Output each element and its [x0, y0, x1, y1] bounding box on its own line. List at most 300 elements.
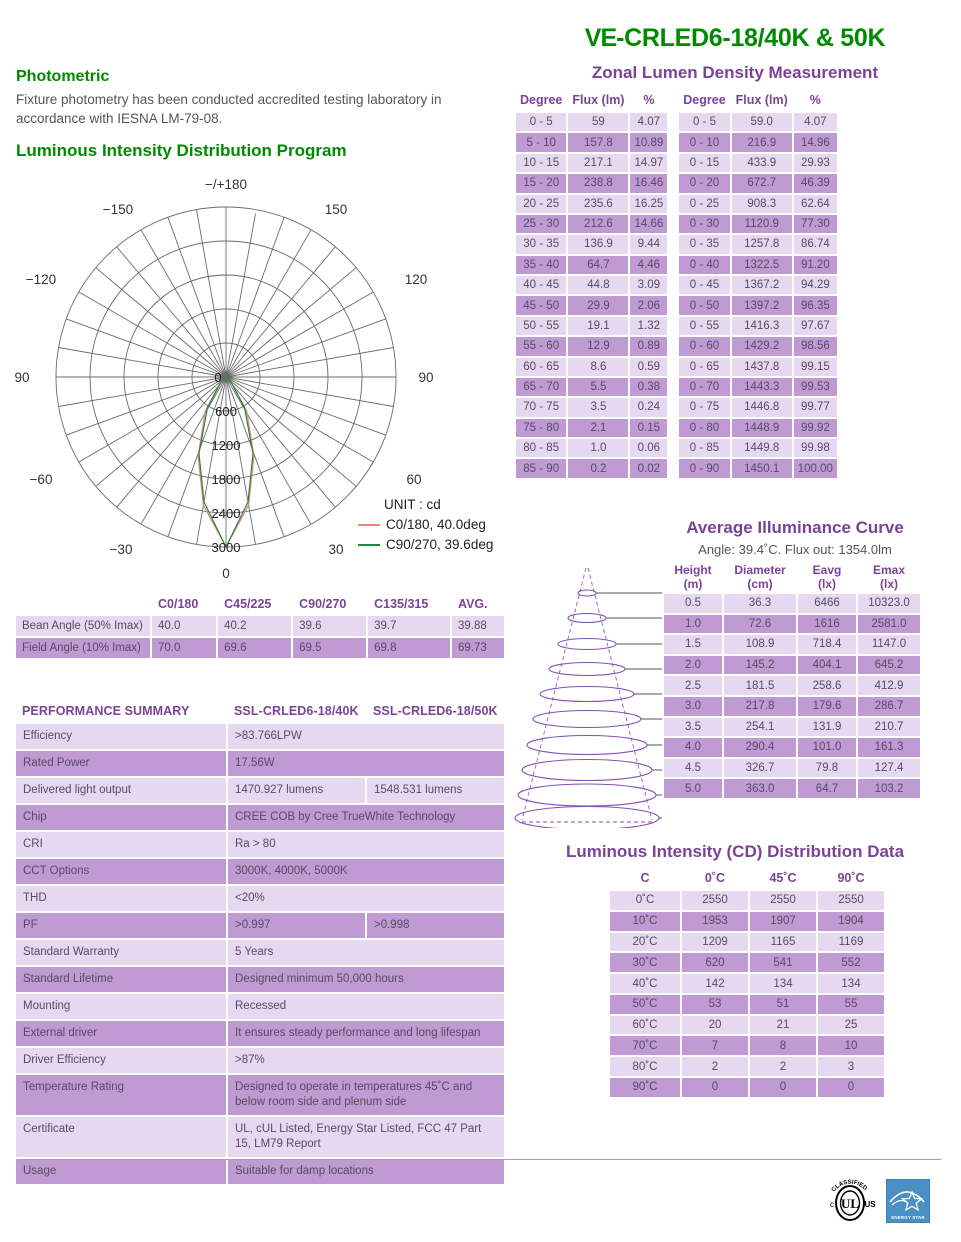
perf-row-0-value: >83.766LPW [235, 730, 302, 742]
cd-row-0-v0: 2550 [702, 894, 728, 907]
ul-c-text: c [830, 1200, 834, 1209]
cd-distribution-table [608, 866, 886, 1099]
zonal-row-7-gap [669, 256, 677, 274]
polar-label-neg30: −30 [109, 542, 133, 557]
illum-row-0-emax: 10323.0 [868, 597, 910, 610]
perf-row-7-value-40k: >0.997 [235, 919, 271, 931]
model-name: -CRLED6-18/40K & 50K [616, 24, 886, 52]
perf-row-1-key: Rated Power [23, 757, 90, 769]
legend-swatch-c0 [358, 524, 380, 526]
ul-classified-tspan: CLASSIFIED [830, 1179, 868, 1194]
zonal-row-5-pct-left: 14.66 [630, 215, 667, 233]
table-row [610, 974, 884, 993]
polar-center-label: 0 [214, 370, 222, 385]
perf-row-5-value: 3000K, 4000K, 5000K [235, 865, 348, 877]
table-row [16, 940, 504, 965]
zonal-row-0-degree-left: 0 - 5 [516, 113, 566, 131]
zonal-row-7-pct-left: 4.46 [630, 256, 667, 274]
zonal-row-10-flux-left: 19.1 [568, 317, 628, 335]
zonal-row-17-gap [669, 459, 677, 477]
zonal-row-16-flux-right: 1449.8 [732, 439, 792, 457]
table-row [516, 358, 837, 376]
zonal-row-10-pct-right: 97.67 [794, 317, 837, 335]
zonal-row-9-pct-left: 2.06 [630, 296, 667, 314]
zonal-row-3-pct-right: 46.39 [794, 174, 837, 192]
perf-row-11-value: It ensures steady performance and long lifespan [235, 1027, 481, 1039]
polar-ring-1800: 1800 [211, 472, 241, 487]
perf-col-0: PERFORMANCE SUMMARY [22, 704, 190, 718]
table-row [516, 276, 837, 294]
zonal-row-10-flux-right: 1416.3 [732, 317, 792, 335]
zonal-row-13-gap [669, 378, 677, 396]
illum-row-5-height: 3.0 [685, 700, 701, 713]
zonal-row-6-gap [669, 235, 677, 253]
zonal-row-6-degree-left: 30 - 35 [516, 235, 566, 253]
zonal-row-2-flux-left: 217.1 [568, 154, 628, 172]
table-row [516, 439, 837, 457]
zonal-row-1-flux-left: 157.8 [568, 133, 628, 151]
table-row [610, 933, 884, 952]
zonal-row-4-flux-left: 235.6 [568, 195, 628, 213]
zonal-row-16-degree-left: 80 - 85 [516, 439, 566, 457]
zonal-row-17-degree-right: 0 - 90 [679, 459, 729, 477]
polar-label-150: 150 [324, 202, 348, 217]
zonal-row-12-pct-right: 99.15 [794, 358, 837, 376]
perf-row-5-key: CCT Options [23, 865, 90, 877]
table-row [664, 635, 920, 654]
table-row [664, 738, 920, 757]
illum-row-9-eavg: 64.7 [815, 782, 839, 795]
table-row [516, 398, 837, 416]
perf-row-8-value: 5 Years [235, 946, 274, 958]
illum-col-eavg-l2: (lx) [818, 577, 836, 591]
zonal-row-3-flux-right: 672.7 [732, 174, 792, 192]
table-row [610, 1057, 884, 1076]
table-row [16, 1048, 504, 1073]
illum-col-diameter-l2: (cm) [747, 577, 773, 591]
ul-us-text: US [864, 1200, 876, 1209]
polar-label-neg150: −150 [102, 202, 134, 217]
brand-prefix: VE [584, 24, 617, 52]
cd-row-2-v45: 1165 [770, 935, 796, 948]
zonal-row-7-pct-right: 91.20 [794, 256, 837, 274]
table-row [610, 1078, 884, 1097]
table-row [516, 337, 837, 355]
zonal-row-13-degree-left: 65 - 70 [516, 378, 566, 396]
zonal-row-10-degree-right: 0 - 55 [679, 317, 729, 335]
illum-col-emax [858, 562, 920, 592]
table-row [664, 718, 920, 737]
perf-row-11-key: External driver [23, 1027, 98, 1039]
table-row [516, 154, 837, 172]
perf-row-6-value: <20% [235, 892, 265, 904]
zonal-row-2-gap [669, 154, 677, 172]
zonal-col-flux-1: Flux (lm) [572, 93, 625, 107]
zonal-row-16-pct-left: 0.06 [630, 439, 667, 457]
table-row [610, 995, 884, 1014]
zonal-lumen-heading: Zonal Lumen Density Measurement [591, 63, 879, 82]
zonal-row-9-degree-left: 45 - 50 [516, 296, 566, 314]
table-row [16, 805, 504, 830]
zonal-row-6-pct-left: 9.44 [630, 235, 667, 253]
zonal-row-7-degree-right: 0 - 40 [679, 256, 729, 274]
illum-row-4-diameter: 181.5 [745, 679, 775, 692]
zonal-row-2-degree-left: 10 - 15 [516, 154, 566, 172]
perf-row-7-value-50k: >0.998 [374, 919, 410, 931]
perf-row-15-key: Usage [23, 1165, 57, 1177]
illum-row-0-diameter: 36.3 [748, 597, 772, 610]
zonal-col-degree-1: Degree [520, 93, 563, 107]
illum-row-5-emax: 286.7 [874, 700, 904, 713]
zonal-row-1-degree-right: 0 - 10 [679, 133, 729, 151]
cd-row-7-v45: 8 [779, 1039, 787, 1052]
table-row [664, 779, 920, 798]
cd-row-4-v45: 134 [773, 977, 793, 990]
illum-row-6-height: 3.5 [685, 720, 701, 733]
illum-row-3-emax: 645.2 [874, 659, 904, 672]
table-row [610, 953, 884, 972]
zonal-row-8-flux-left: 44.8 [568, 276, 628, 294]
zonal-row-12-gap [669, 358, 677, 376]
zonal-row-5-degree-left: 25 - 30 [516, 215, 566, 233]
table-row [516, 419, 837, 437]
zonal-row-9-gap [669, 296, 677, 314]
zonal-row-4-flux-right: 908.3 [732, 195, 792, 213]
zonal-row-14-degree-right: 0 - 75 [679, 398, 729, 416]
zonal-row-16-gap [669, 439, 677, 457]
zonal-row-11-pct-left: 0.89 [630, 337, 667, 355]
beam-row0-label: Bean Angle (50% Imax) [22, 620, 143, 632]
cd-row-0-v90: 2550 [838, 894, 864, 907]
zonal-row-14-gap [669, 398, 677, 416]
zonal-row-1-degree-left: 5 - 10 [516, 133, 566, 151]
cd-row-7-c: 70˚C [632, 1039, 658, 1052]
illum-row-4-emax: 412.9 [874, 679, 904, 692]
ul-mark-text: UL [840, 1196, 860, 1211]
zonal-row-13-flux-left: 5.5 [568, 378, 628, 396]
perf-row-14-value: UL, cUL Listed, Energy Star Listed, FCC 47 Part 15, LM79 Report [235, 1123, 482, 1150]
cd-row-5-v45: 51 [776, 998, 790, 1011]
zonal-row-0-pct-left: 4.07 [630, 113, 667, 131]
table-row [516, 113, 837, 131]
footer-divider [20, 1159, 941, 1160]
zonal-row-14-flux-right: 1446.8 [732, 398, 792, 416]
cd-col-45: 45˚C [769, 871, 797, 885]
table-header-row [16, 700, 504, 722]
illum-row-7-eavg: 101.0 [812, 741, 842, 754]
zonal-row-10-pct-left: 1.32 [630, 317, 667, 335]
beam-row1-v0: 70.0 [158, 642, 181, 654]
zonal-row-9-pct-right: 96.35 [794, 296, 837, 314]
perf-col-1: SSL-CRLED6-18/40K [234, 704, 359, 718]
cd-row-0-c: 0˚C [635, 894, 655, 907]
table-row [16, 616, 504, 636]
legend-entry-c0 [358, 515, 493, 535]
illum-row-8-diameter: 326.7 [745, 762, 775, 775]
zonal-row-17-pct-right: 100.00 [794, 459, 837, 477]
illum-row-7-emax: 161.3 [874, 741, 904, 754]
cd-row-8-v0: 2 [711, 1060, 719, 1073]
illum-row-2-eavg: 718.4 [812, 638, 842, 651]
zonal-row-14-pct-left: 0.24 [630, 398, 667, 416]
table-row [610, 1036, 884, 1055]
cd-row-0-v45: 2550 [770, 894, 796, 907]
cd-row-1-c: 10˚C [632, 915, 658, 928]
zonal-row-7-flux-right: 1322.5 [732, 256, 792, 274]
table-row [516, 317, 837, 335]
perf-row-1-value: 17.56W [235, 757, 275, 769]
table-row [16, 778, 504, 803]
zonal-row-12-pct-left: 0.59 [630, 358, 667, 376]
polar-label-60: 60 [406, 472, 422, 487]
table-row [516, 256, 837, 274]
table-row [516, 459, 837, 477]
zonal-row-15-pct-left: 0.15 [630, 419, 667, 437]
cd-row-8-v45: 2 [779, 1060, 787, 1073]
polar-ring-600: 600 [215, 404, 237, 419]
illum-row-3-height: 2.0 [685, 659, 701, 672]
illum-row-2-emax: 1147.0 [871, 638, 907, 651]
beam-row1-label: Field Angle (10% Imax) [22, 642, 141, 654]
zonal-row-3-gap [669, 174, 677, 192]
table-row [16, 1159, 504, 1184]
table-row [516, 235, 837, 253]
ul-logo-svg [822, 1178, 878, 1224]
polar-label-120: 120 [404, 272, 428, 287]
cd-row-2-c: 20˚C [632, 935, 658, 948]
zonal-row-13-degree-right: 0 - 70 [679, 378, 729, 396]
zonal-row-14-pct-right: 99.77 [794, 398, 837, 416]
zonal-row-11-pct-right: 98.56 [794, 337, 837, 355]
illum-row-6-diameter: 254.1 [745, 720, 775, 733]
zonal-row-12-degree-right: 0 - 65 [679, 358, 729, 376]
zonal-col-pct-2: % [809, 93, 821, 107]
zonal-row-6-flux-right: 1257.8 [732, 235, 792, 253]
zonal-row-9-flux-right: 1397.2 [732, 296, 792, 314]
cd-col-90: 90˚C [837, 871, 865, 885]
zonal-row-5-gap [669, 215, 677, 233]
cd-row-8-c: 80˚C [632, 1060, 658, 1073]
zonal-row-8-degree-left: 40 - 45 [516, 276, 566, 294]
zonal-row-17-flux-left: 0.2 [568, 459, 628, 477]
zonal-row-15-flux-right: 1448.9 [732, 419, 792, 437]
perf-row-2-key: Delivered light output [23, 784, 132, 796]
zonal-row-1-pct-left: 10.89 [630, 133, 667, 151]
zonal-row-5-flux-right: 1120.9 [732, 215, 792, 233]
zonal-row-13-pct-right: 99.53 [794, 378, 837, 396]
legend-unit: UNIT : cd [384, 497, 441, 512]
illum-col-emax-l2: (lx) [880, 577, 898, 591]
zonal-row-6-degree-right: 0 - 35 [679, 235, 729, 253]
beam-row0-v2: 39.6 [299, 620, 322, 632]
perf-col-2: SSL-CRLED6-18/50K [373, 704, 498, 718]
zonal-lumen-table [514, 88, 839, 480]
perf-row-3-value: CREE COB by Cree TrueWhite Technology [235, 811, 456, 823]
beam-row1-v2: 69.5 [299, 642, 322, 654]
perf-row-9-value: Designed minimum 50,000 hours [235, 973, 404, 985]
perf-row-13-value: Designed to operate in temperatures 45˚C and below room side and plenum side [235, 1081, 473, 1108]
table-header-row [664, 562, 920, 592]
polar-label-neg90: 90 [14, 370, 30, 385]
cd-row-3-v45: 541 [773, 956, 793, 969]
perf-row-7-key: PF [23, 919, 38, 931]
zonal-row-12-flux-left: 8.6 [568, 358, 628, 376]
table-row [610, 912, 884, 931]
cd-row-1-v90: 1904 [838, 915, 864, 928]
zonal-row-14-degree-left: 70 - 75 [516, 398, 566, 416]
table-row [16, 751, 504, 776]
zonal-row-0-degree-right: 0 - 5 [679, 113, 729, 131]
table-row [610, 891, 884, 910]
zonal-row-10-gap [669, 317, 677, 335]
polar-ring-1200: 1200 [211, 438, 241, 453]
illum-row-0-eavg: 6466 [814, 597, 840, 610]
table-row [516, 195, 837, 213]
beam-col-4: C135/315 [374, 597, 429, 611]
table-row [16, 859, 504, 884]
zonal-row-14-flux-left: 3.5 [568, 398, 628, 416]
polar-ring-3000: 3000 [211, 540, 241, 555]
beam-col-0 [16, 594, 150, 614]
page-title [520, 24, 950, 53]
zonal-row-3-flux-left: 238.8 [568, 174, 628, 192]
zonal-row-2-pct-right: 29.93 [794, 154, 837, 172]
zonal-row-4-degree-right: 0 - 25 [679, 195, 729, 213]
cd-row-9-c: 90˚C [632, 1081, 658, 1094]
zonal-row-8-flux-right: 1367.2 [732, 276, 792, 294]
zonal-row-16-flux-left: 1.0 [568, 439, 628, 457]
illum-col-diameter-l1: Diameter [734, 563, 786, 577]
perf-row-12-key: Driver Efficiency [23, 1054, 106, 1066]
cd-row-6-v90: 25 [844, 1019, 858, 1032]
table-row [16, 913, 504, 938]
illum-row-7-diameter: 290.4 [745, 741, 775, 754]
illum-row-2-height: 1.5 [685, 638, 701, 651]
zonal-row-11-gap [669, 337, 677, 355]
zonal-row-0-flux-right: 59.0 [732, 113, 792, 131]
perf-row-10-key: Mounting [23, 1000, 71, 1012]
table-row [664, 676, 920, 695]
perf-row-2-value-40k: 1470.927 lumens [235, 784, 324, 796]
cd-row-3-v0: 620 [705, 956, 725, 969]
beam-col-2: C45/225 [224, 597, 272, 611]
table-row [664, 697, 920, 716]
cd-row-3-c: 30˚C [632, 956, 658, 969]
zonal-col-gap [669, 90, 677, 111]
energy-star-logo [886, 1179, 930, 1223]
cd-row-7-v90: 10 [844, 1039, 858, 1052]
illum-col-height-l2: (m) [683, 577, 703, 591]
cd-row-6-v0: 20 [708, 1019, 722, 1032]
zonal-row-10-degree-left: 50 - 55 [516, 317, 566, 335]
zonal-row-16-degree-right: 0 - 85 [679, 439, 729, 457]
energy-star-label: ENERGY STAR [891, 1215, 925, 1220]
zonal-row-15-gap [669, 419, 677, 437]
table-header-row [610, 868, 884, 889]
table-row [16, 1021, 504, 1046]
illuminance-table [662, 560, 922, 800]
illum-row-3-eavg: 404.1 [812, 659, 842, 672]
illum-col-eavg-l1: Eavg [812, 563, 842, 577]
zonal-row-5-pct-right: 77.30 [794, 215, 837, 233]
illum-row-6-emax: 210.7 [874, 720, 904, 733]
cd-col-0: 0˚C [704, 871, 726, 885]
perf-row-4-value: Ra > 80 [235, 838, 276, 850]
cd-row-4-c: 40˚C [632, 977, 658, 990]
zonal-row-12-degree-left: 60 - 65 [516, 358, 566, 376]
cd-col-c: C [640, 871, 650, 885]
illum-col-emax-l1: Emax [872, 563, 906, 577]
table-row [664, 656, 920, 675]
zonal-row-6-flux-left: 136.9 [568, 235, 628, 253]
zonal-row-4-degree-left: 20 - 25 [516, 195, 566, 213]
beam-row0-v0: 40.0 [158, 620, 181, 632]
cd-row-1-v45: 1907 [770, 915, 796, 928]
zonal-row-15-flux-left: 2.1 [568, 419, 628, 437]
table-header-row [516, 90, 837, 111]
table-row [16, 724, 504, 749]
perf-row-0-key: Efficiency [23, 730, 73, 742]
illum-row-8-height: 4.5 [685, 762, 701, 775]
table-row [16, 967, 504, 992]
zonal-row-11-degree-right: 0 - 60 [679, 337, 729, 355]
polar-chart-legend [358, 495, 493, 555]
illum-row-1-height: 1.0 [685, 617, 701, 630]
perf-row-12-value: >87% [235, 1054, 265, 1066]
illum-row-6-eavg: 131.9 [812, 720, 842, 733]
table-row [664, 594, 920, 613]
beam-row1-v3: 69.8 [374, 642, 397, 654]
cd-row-8-v90: 3 [847, 1060, 855, 1073]
cd-row-9-v45: 0 [779, 1081, 787, 1094]
beam-angle-table [14, 592, 506, 660]
perf-row-4-key: CRI [23, 838, 43, 850]
beam-row0-v3: 39.7 [374, 620, 397, 632]
cd-row-7-v0: 7 [711, 1039, 719, 1052]
illum-row-9-diameter: 363.0 [745, 782, 775, 795]
ul-classified-logo [822, 1178, 878, 1224]
perf-row-8-key: Standard Warranty [23, 946, 120, 958]
zonal-row-1-gap [669, 133, 677, 151]
zonal-row-11-degree-left: 55 - 60 [516, 337, 566, 355]
table-row [16, 1075, 504, 1115]
cd-row-5-v0: 53 [708, 998, 722, 1011]
polar-ring-2400: 2400 [211, 506, 241, 521]
zonal-row-15-degree-left: 75 - 80 [516, 419, 566, 437]
illum-row-1-diameter: 72.6 [748, 617, 772, 630]
zonal-row-15-pct-right: 99.92 [794, 419, 837, 437]
zonal-col-flux-2: Flux (lm) [735, 93, 788, 107]
perf-row-6-key: THD [23, 892, 47, 904]
perf-row-13-key: Temperature Rating [23, 1081, 124, 1093]
zonal-row-4-pct-right: 62.64 [794, 195, 837, 213]
polar-label-90: 90 [418, 370, 434, 385]
beam-col-3: C90/270 [299, 597, 347, 611]
beam-row0-v1: 40.2 [224, 620, 247, 632]
illuminance-heading: Average Illuminance Curve [686, 518, 904, 537]
table-row [16, 638, 504, 658]
beam-row1-v4: 69.73 [457, 642, 487, 654]
energy-star-svg [887, 1180, 927, 1220]
table-row [516, 296, 837, 314]
illum-col-height [664, 562, 722, 592]
cd-row-2-v90: 1169 [838, 935, 864, 948]
illum-row-7-height: 4.0 [685, 741, 701, 754]
cone-svg [512, 562, 662, 828]
polar-bottom-label: 0 [222, 566, 230, 581]
zonal-row-0-gap [669, 113, 677, 131]
perf-row-9-key: Standard Lifetime [23, 973, 114, 985]
